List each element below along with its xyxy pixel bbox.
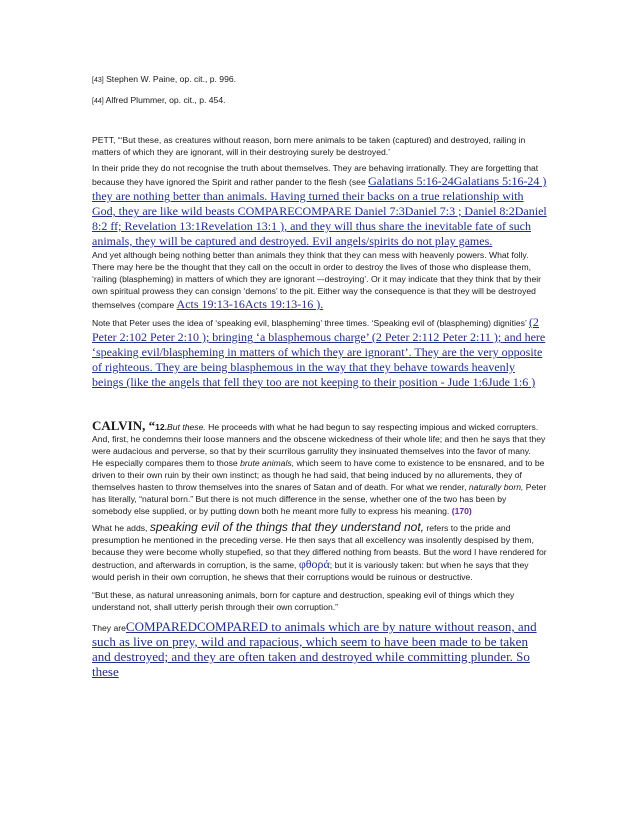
scripture-link-acts[interactable]: Acts 19:13-16Acts 19:13-16 ). — [176, 297, 324, 311]
calvin-compared-link[interactable]: COMPAREDCOMPARED to animals which are by nature without reason, and such as live on prey, wild and rapacious, which seem to have been made to be taken and destroyed; and they are often taken and destroyed while committing plunder. So these — [92, 619, 537, 679]
calvin-note-number: (170) — [451, 506, 472, 516]
pett-paragraph-1 — [92, 162, 548, 249]
calvin-p3-phrase: speaking evil of the things that they understand not, — [149, 520, 424, 534]
calvin-verse-ref: 12. — [155, 422, 168, 432]
footnote-text: Stephen W. Paine, op. cit., p. 996. — [103, 74, 237, 84]
calvin-label: CALVIN, “ — [92, 418, 156, 433]
pett-intro: PETT, “‘But these, as creatures without reason, born mere animals to be taken (captured) and destroyed, railing in matters of which they are ignorant, will in their destroying surely be destroyed.’ — [92, 135, 526, 157]
footnote-number: [43] — [92, 77, 104, 84]
calvin-p3-text-a: What he adds, — [92, 523, 150, 533]
page-content — [92, 73, 548, 679]
footnote-44 — [92, 94, 548, 108]
pett-p3-text: Note that Peter uses the idea of ‘speaking evil, blaspheming’ three times. ‘Speaking evil of (blaspheming) dignities’ — [92, 318, 529, 328]
calvin-quote: “But these, as natural unreasoning animals, born for capture and destruction, speaking evil of things which they understand not, shall utterly perish through their own corruption.” — [92, 590, 515, 612]
calvin-p3-text-c: ; but it is variously taken: but when he says that they would perish in their own corruption, he shews that their corruptions would be ruinous or destructive. — [92, 560, 529, 582]
calvin-p2-emph-2: naturally born, — [468, 482, 524, 492]
calvin-p2-emph: brute animals, — [240, 458, 295, 468]
calvin-p2-text-b: which seem to have come to existence to be ensnared, and to be driven to their own ruin by their own instinct; as though he had said, that being induced by no allurements, they of themselves hasten to throw themselves into the snares of Satan and of death. For what we render, — [92, 458, 545, 492]
footnote-43 — [92, 73, 548, 87]
calvin-p2-text-a: He especially compares them to those — [92, 458, 241, 468]
scripture-link-2-peter[interactable]: (2 Peter 2:102 Peter 2:10 ); bringing ‘a blasphemous charge’ (2 Peter 2:112 Peter 2:11 ); and here ‘speaking evil/blaspheming in matters of which they are ignorant’. They are the very opposite of righteous. They are being blasphemous in the way that they behave towards heavenly beings (like the angels that fell they too are not keeping to their position - Jude 1:6Jude 1:6 ) — [92, 315, 546, 389]
calvin-verse-phrase: But these. — [167, 422, 206, 432]
pett-p1-text: In their pride they do not recognise the truth about themselves. They are behaving irrationally. They are forgetting that because they have ignored the Spirit and rather pander to the flesh (see — [92, 163, 539, 187]
calvin-paragraph-3 — [92, 521, 548, 583]
scripture-link-galatians[interactable]: Galatians 5:16-24Galatians 5:16-24 ) they are nothing better than animals. Having turned their backs on a true relationship with God, they are like wild beasts COMPARECOMPARE Daniel 7:3Daniel 7:3 ; Daniel 8:2Daniel 8:2 ff; Revelation 13:1Revelation 13:1 ), and they will thus share the inevitable fate of such animals, they will be captured and destroyed. Evil angels/spirits do not play games. — [92, 174, 547, 248]
calvin-paragraph-2 — [92, 457, 548, 517]
calvin-paragraph-4 — [92, 619, 548, 679]
calvin-greek-word: φθορά — [298, 557, 330, 571]
calvin-p3-text-b: refers to the pride and presumption he mentioned in the preceding verse. He then says that all excellency was insolently despised by them, because they were become wholly stupefied, so that they differed nothing from beasts. But the word I have rendered for destruction, and afterwards in corruption, is the same, — [92, 523, 547, 570]
pett-paragraph-2 — [92, 249, 548, 312]
pett-p2-text: And yet although being nothing better than animals they think that they can mess with heavenly powers. What folly. There may here be the thought that they call on the occult in order to destroy the lives of those who displease them, ‘railing (blaspheming) in matters of which they are ignorant –-destroying’. Or it may indicate that they think that by their own spiritual prowess they can consign ‘demons’ to the pit. Either way the consequence is that they will be destroyed themselves (compare — [92, 250, 541, 310]
footnote-number: [44] — [92, 98, 104, 105]
calvin-p4-text: They are — [92, 623, 126, 633]
calvin-paragraph-1 — [92, 420, 548, 457]
footnote-text: Alfred Plummer, op. cit., p. 454. — [103, 95, 226, 105]
calvin-p2-text-c: Peter has literally, “natural born.” But there is not much difference in the sense, whether one of the two has been by somebody else supplied, or by putting down both he meant more fully to express his meaning. — [92, 482, 547, 516]
calvin-p1-text: He proceeds with what he had begun to say respecting impious and wicked corrupters. And, first, he condemns their loose manners and the obscene wickedness of their whole life; and then he says that they were audacious and perverse, so that by their scurrilous garrulity they insinuated themselves into the favor of many. — [92, 422, 546, 456]
pett-paragraph-3 — [92, 315, 548, 390]
